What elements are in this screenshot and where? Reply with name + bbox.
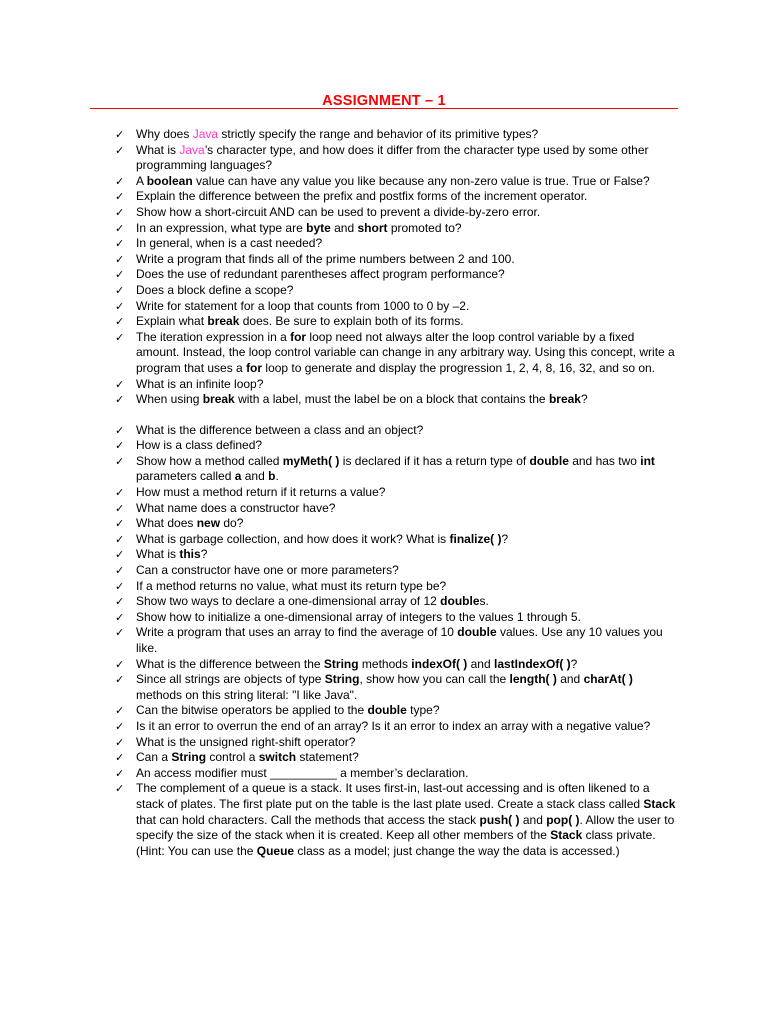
question-text-segment: Write a program that finds all of the prime numbers between 2 and 100. bbox=[136, 251, 515, 266]
question-text-segment: ’s character type, and how does it differ from the character type used by some other programming languages? bbox=[136, 142, 649, 173]
question-text-segment: In general, when is a cast needed? bbox=[136, 236, 323, 251]
checkmark-icon: ✓ bbox=[115, 548, 125, 562]
question-text-segment: type? bbox=[406, 703, 440, 718]
question-item bbox=[115, 221, 680, 237]
question-text-segment: ? bbox=[580, 392, 588, 407]
checkmark-icon: ✓ bbox=[115, 486, 125, 500]
checkmark-icon: ✓ bbox=[115, 564, 125, 578]
question-item bbox=[115, 672, 680, 703]
keyword-text: int bbox=[640, 453, 655, 468]
checkmark-icon: ✓ bbox=[115, 393, 125, 407]
keyword-text: boolean bbox=[146, 173, 193, 188]
keyword-text: lastIndexOf( ) bbox=[493, 656, 571, 671]
question-text bbox=[136, 330, 675, 375]
question-text-segment: control a bbox=[206, 750, 259, 765]
checkmark-icon: ✓ bbox=[115, 439, 125, 453]
keyword-text: byte bbox=[306, 220, 331, 235]
keyword-text: double bbox=[529, 453, 569, 468]
question-item bbox=[115, 127, 680, 143]
keyword-text: Queue bbox=[256, 843, 295, 858]
question-text-segment: promoted to? bbox=[387, 220, 462, 235]
keyword-text: double bbox=[440, 594, 480, 609]
question-text-segment: How is a class defined? bbox=[136, 438, 263, 453]
question-text bbox=[136, 221, 462, 235]
question-item bbox=[115, 299, 680, 315]
question-text-segment: Can a bbox=[136, 750, 172, 765]
question-item bbox=[115, 750, 680, 766]
keyword-text: double bbox=[367, 703, 407, 718]
question-text-segment: Write a program that uses an array to find the average of 10 bbox=[136, 625, 458, 640]
checkmark-icon: ✓ bbox=[115, 626, 125, 640]
question-item bbox=[115, 594, 680, 610]
question-item bbox=[115, 330, 680, 377]
question-text-segment: does. Be sure to explain both of its forms. bbox=[239, 314, 464, 329]
question-text-segment: When using bbox=[136, 392, 203, 407]
keyword-text: for bbox=[290, 329, 307, 344]
keyword-text: String bbox=[171, 750, 207, 765]
question-text bbox=[136, 127, 538, 141]
checkmark-icon: ✓ bbox=[115, 532, 125, 546]
checkmark-icon: ✓ bbox=[115, 595, 125, 609]
question-text-segment: Show how to initialize a one-dimensional array of integers to the values 1 through 5. bbox=[136, 609, 581, 624]
question-text-segment: ? bbox=[200, 547, 208, 562]
keyword-text: myMeth( ) bbox=[282, 453, 340, 468]
question-text-segment: Does a block define a scope? bbox=[136, 282, 294, 297]
question-item bbox=[115, 174, 680, 190]
checkmark-icon: ✓ bbox=[115, 704, 125, 718]
question-text bbox=[136, 594, 489, 608]
question-text-segment: What is bbox=[136, 547, 180, 562]
checkmark-icon: ✓ bbox=[115, 501, 125, 515]
keyword-text: break bbox=[202, 392, 235, 407]
checkmark-icon: ✓ bbox=[115, 657, 125, 671]
question-text-segment: and bbox=[330, 220, 358, 235]
checkmark-icon: ✓ bbox=[115, 299, 125, 313]
keyword-text: break bbox=[548, 392, 581, 407]
checkmark-icon: ✓ bbox=[115, 766, 125, 780]
java-highlight-text: Java bbox=[192, 127, 219, 141]
question-item bbox=[115, 423, 680, 439]
checkmark-icon: ✓ bbox=[115, 190, 125, 204]
question-text bbox=[136, 563, 399, 577]
question-item bbox=[115, 454, 680, 485]
question-item bbox=[115, 657, 680, 673]
question-text bbox=[136, 205, 540, 219]
question-text bbox=[136, 392, 588, 406]
question-text bbox=[136, 719, 650, 733]
question-item bbox=[115, 438, 680, 454]
question-text bbox=[136, 532, 508, 546]
question-item bbox=[115, 735, 680, 751]
question-list bbox=[115, 127, 680, 859]
checkmark-icon: ✓ bbox=[115, 330, 125, 344]
question-item bbox=[115, 236, 680, 252]
question-text-segment: What is the difference between the bbox=[136, 656, 324, 671]
question-text bbox=[136, 750, 359, 764]
checkmark-icon: ✓ bbox=[115, 252, 125, 266]
question-text bbox=[136, 454, 655, 484]
keyword-text: String bbox=[323, 656, 359, 671]
question-item bbox=[115, 252, 680, 268]
keyword-text: Stack bbox=[643, 796, 676, 811]
question-text bbox=[136, 610, 581, 624]
question-text bbox=[136, 579, 446, 593]
question-text-segment: Show two ways to declare a one-dimensional array of 12 bbox=[136, 594, 441, 609]
keyword-text: this bbox=[179, 547, 201, 562]
question-text-segment: do? bbox=[220, 516, 244, 531]
question-text-segment: What is garbage collection, and how does it work? What is bbox=[136, 531, 450, 546]
question-text-segment: . bbox=[275, 469, 279, 484]
question-text-segment: ? bbox=[570, 656, 578, 671]
question-text-segment: , show how you can call the bbox=[359, 672, 510, 687]
question-text-segment: What is an infinite loop? bbox=[136, 376, 264, 391]
question-item bbox=[115, 143, 680, 174]
checkmark-icon: ✓ bbox=[115, 673, 125, 687]
question-text-segment: class as a model; just change the way the data is accessed.) bbox=[294, 843, 620, 858]
question-text-segment: What is the difference between a class and an object? bbox=[136, 422, 424, 437]
question-text bbox=[136, 174, 650, 188]
question-text-segment: and bbox=[556, 672, 584, 687]
question-text-segment: What does bbox=[136, 516, 197, 531]
question-text bbox=[136, 625, 663, 655]
question-text bbox=[136, 314, 464, 328]
question-text-segment: value can have any value you like because any non-zero value is true. True or False? bbox=[192, 173, 650, 188]
question-text bbox=[136, 703, 440, 717]
keyword-text: charAt( ) bbox=[583, 672, 633, 687]
question-item bbox=[115, 563, 680, 579]
checkmark-icon: ✓ bbox=[115, 517, 125, 531]
checkmark-icon: ✓ bbox=[115, 423, 125, 437]
question-item bbox=[115, 485, 680, 501]
question-text-segment: and bbox=[241, 469, 269, 484]
question-text-segment: and has two bbox=[568, 453, 641, 468]
question-item bbox=[115, 392, 680, 408]
question-item bbox=[115, 766, 680, 782]
question-text-segment: and bbox=[467, 656, 494, 671]
keyword-text: for bbox=[246, 360, 263, 375]
checkmark-icon: ✓ bbox=[115, 751, 125, 765]
question-text-segment: In an expression, what type are bbox=[136, 220, 307, 235]
question-text-segment: Show how a short-circuit AND can be used to prevent a divide-by-zero error. bbox=[136, 204, 541, 219]
question-text bbox=[136, 547, 207, 561]
keyword-text: finalize( ) bbox=[449, 531, 502, 546]
question-text-segment: The complement of a queue is a stack. It uses first-in, last-out accessing and is often likened to a stack of plates. The first plate put on the table is the last plate used. Create a stack class called bbox=[136, 781, 650, 811]
checkmark-icon: ✓ bbox=[115, 221, 125, 235]
checkmark-icon: ✓ bbox=[115, 128, 125, 141]
keyword-text: switch bbox=[258, 750, 297, 765]
question-text-segment: Write for statement for a loop that counts from 1000 to 0 by –2. bbox=[136, 298, 470, 313]
keyword-text: push( ) bbox=[479, 812, 520, 827]
checkmark-icon: ✓ bbox=[115, 143, 125, 157]
question-text-segment: Since all strings are objects of type bbox=[136, 672, 325, 687]
checkmark-icon: ✓ bbox=[115, 283, 125, 297]
question-text bbox=[136, 781, 675, 857]
question-text-segment: Can a constructor have one or more parameters? bbox=[136, 563, 399, 578]
question-text-segment: What is bbox=[136, 142, 180, 157]
checkmark-icon: ✓ bbox=[115, 735, 125, 749]
question-text-segment: A bbox=[136, 173, 147, 188]
question-item bbox=[115, 547, 680, 563]
question-item bbox=[115, 314, 680, 330]
question-text bbox=[136, 423, 423, 437]
question-text-segment: parameters called bbox=[136, 469, 235, 484]
question-text-segment: What is the unsigned right-shift operator? bbox=[136, 734, 356, 749]
question-text-segment: Does the use of redundant parentheses affect program performance? bbox=[136, 267, 505, 282]
question-text bbox=[136, 672, 633, 702]
checkmark-icon: ✓ bbox=[115, 174, 125, 188]
question-text bbox=[136, 283, 293, 297]
question-text bbox=[136, 377, 263, 391]
question-item bbox=[115, 625, 680, 656]
question-text-segment: statement? bbox=[296, 750, 359, 765]
question-text-segment: If a method returns no value, what must its return type be? bbox=[136, 578, 447, 593]
checkmark-icon: ✓ bbox=[115, 268, 125, 282]
question-text-segment: that can hold characters. Call the methods that access the stack bbox=[136, 812, 480, 827]
question-item bbox=[115, 205, 680, 221]
question-text-segment: with a label, must the label be on a block that contains the bbox=[234, 392, 549, 407]
question-text-segment: loop to generate and display the progression 1, 2, 4, 8, 16, 32, and so on. bbox=[262, 360, 656, 375]
question-text-segment: ? bbox=[501, 531, 509, 546]
question-text-segment: An access modifier must __________ a member’s declaration. bbox=[136, 765, 469, 780]
question-text bbox=[136, 236, 322, 250]
keyword-text: length( ) bbox=[509, 672, 557, 687]
question-text-segment: The iteration expression in a bbox=[136, 329, 291, 344]
title-underline bbox=[90, 108, 678, 109]
question-text-segment: s. bbox=[479, 594, 489, 609]
checkmark-icon: ✓ bbox=[115, 579, 125, 593]
checkmark-icon: ✓ bbox=[115, 782, 125, 796]
keyword-text: break bbox=[207, 314, 240, 329]
keyword-text: indexOf( ) bbox=[411, 656, 468, 671]
checkmark-icon: ✓ bbox=[115, 719, 125, 733]
question-text-segment: loop need not always alter the loop control variable by a fixed amount. Instead, the loop control variable can change in any arbitrary way. Using this concept, write a program that uses a bbox=[136, 329, 675, 375]
keyword-text: String bbox=[324, 672, 360, 687]
question-text bbox=[136, 485, 385, 499]
question-text-segment: What name does a constructor have? bbox=[136, 500, 336, 515]
question-text-segment: values. Use any 10 values you like. bbox=[136, 625, 663, 655]
checkmark-icon: ✓ bbox=[115, 315, 125, 329]
question-text-segment: and bbox=[519, 812, 547, 827]
question-text bbox=[136, 516, 243, 530]
question-text bbox=[136, 657, 577, 671]
question-text-segment: methods on this string literal: "I like Java". bbox=[136, 687, 358, 702]
question-text-segment: Can the bitwise operators be applied to the bbox=[136, 703, 368, 718]
question-item bbox=[115, 610, 680, 626]
keyword-text: new bbox=[196, 516, 221, 531]
checkmark-icon: ✓ bbox=[115, 377, 125, 391]
question-item bbox=[115, 719, 680, 735]
question-item bbox=[115, 781, 680, 859]
question-text-segment: Why does bbox=[136, 127, 193, 141]
question-text-segment: . Allow the user to specify the size of the stack when it is created. Keep all other members of the bbox=[136, 812, 675, 843]
question-text bbox=[136, 143, 649, 173]
checkmark-icon: ✓ bbox=[115, 454, 125, 468]
question-item bbox=[115, 189, 680, 205]
question-text-segment: Is it an error to overrun the end of an array? Is it an error to index an array with a negative value? bbox=[136, 718, 651, 733]
checkmark-icon: ✓ bbox=[115, 205, 125, 219]
question-text bbox=[136, 735, 355, 749]
question-text bbox=[136, 766, 468, 780]
question-item bbox=[115, 283, 680, 299]
question-text bbox=[136, 189, 587, 203]
question-text bbox=[136, 438, 262, 452]
question-item bbox=[115, 501, 680, 517]
question-text-segment: class private. (Hint: You can use the bbox=[136, 828, 656, 858]
question-text bbox=[136, 252, 515, 266]
checkmark-icon: ✓ bbox=[115, 610, 125, 624]
question-text-segment: Explain the difference between the prefix and postfix forms of the increment operator. bbox=[136, 189, 588, 204]
keyword-text: short bbox=[357, 220, 388, 235]
question-text bbox=[136, 267, 505, 281]
keyword-text: pop( ) bbox=[546, 812, 580, 827]
keyword-text: double bbox=[457, 625, 497, 640]
question-item bbox=[115, 703, 680, 719]
question-item bbox=[115, 267, 680, 283]
java-highlight-text: Java bbox=[179, 142, 205, 157]
question-item bbox=[115, 579, 680, 595]
question-text-segment: How must a method return if it returns a value? bbox=[136, 485, 386, 500]
question-text bbox=[136, 501, 335, 515]
question-text-segment: strictly specify the range and behavior of its primitive types? bbox=[218, 127, 539, 141]
keyword-text: b bbox=[268, 469, 276, 484]
question-text bbox=[136, 299, 469, 313]
question-text-segment: Show how a method called bbox=[136, 453, 283, 468]
question-item bbox=[115, 532, 680, 548]
question-item bbox=[115, 516, 680, 532]
question-text-segment: is declared if it has a return type of bbox=[339, 453, 530, 468]
question-item bbox=[115, 377, 680, 393]
keyword-text: Stack bbox=[550, 828, 583, 843]
page-title: ASSIGNMENT – 1 bbox=[322, 93, 446, 109]
question-text-segment: methods bbox=[358, 656, 412, 671]
keyword-text: a bbox=[234, 469, 242, 484]
question-text-segment: Explain what bbox=[136, 314, 208, 329]
checkmark-icon: ✓ bbox=[115, 237, 125, 251]
